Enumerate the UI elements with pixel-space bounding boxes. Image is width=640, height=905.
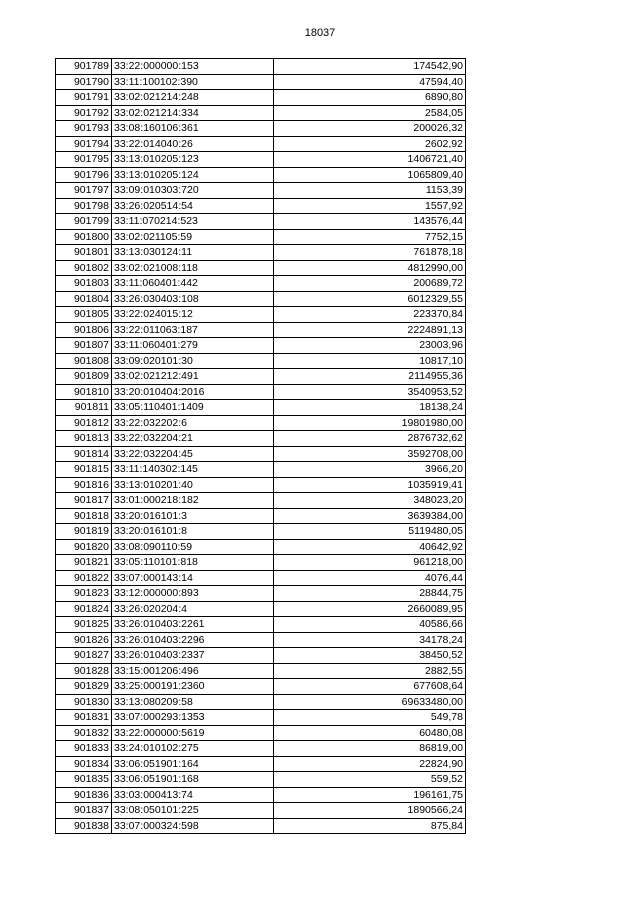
cadastral-number-cell: 33:11:070214:523 <box>112 214 274 230</box>
row-id-cell: 901815 <box>56 462 112 478</box>
cadastral-number-cell: 33:02:021214:334 <box>112 105 274 121</box>
table-row <box>56 725 466 741</box>
row-id-cell: 901820 <box>56 539 112 555</box>
value-cell: 196161,75 <box>274 787 466 803</box>
value-cell: 19801980,00 <box>274 415 466 431</box>
value-cell: 1557,92 <box>274 198 466 214</box>
row-id-cell: 901807 <box>56 338 112 354</box>
table-row <box>56 477 466 493</box>
row-id-cell: 901814 <box>56 446 112 462</box>
table-row <box>56 105 466 121</box>
cadastral-number-cell: 33:20:016101:3 <box>112 508 274 524</box>
table-row <box>56 415 466 431</box>
row-id-cell: 901791 <box>56 90 112 106</box>
row-id-cell: 901836 <box>56 787 112 803</box>
row-id-cell: 901831 <box>56 710 112 726</box>
value-cell: 40586,66 <box>274 617 466 633</box>
cadastral-number-cell: 33:25:000191:2360 <box>112 679 274 695</box>
table-row <box>56 617 466 633</box>
value-cell: 6890,80 <box>274 90 466 106</box>
value-cell: 4076,44 <box>274 570 466 586</box>
row-id-cell: 901835 <box>56 772 112 788</box>
cadastral-number-cell: 33:13:080209:58 <box>112 694 274 710</box>
row-id-cell: 901819 <box>56 524 112 540</box>
value-cell: 677608,64 <box>274 679 466 695</box>
table-row <box>56 508 466 524</box>
value-cell: 5119480,05 <box>274 524 466 540</box>
value-cell: 200026,32 <box>274 121 466 137</box>
table-row <box>56 338 466 354</box>
table-row <box>56 369 466 385</box>
row-id-cell: 901796 <box>56 167 112 183</box>
value-cell: 18138,24 <box>274 400 466 416</box>
cadastral-number-cell: 33:11:060401:279 <box>112 338 274 354</box>
cadastral-number-cell: 33:22:032204:45 <box>112 446 274 462</box>
cadastral-number-cell: 33:03:000413:74 <box>112 787 274 803</box>
value-cell: 10817,10 <box>274 353 466 369</box>
table-row <box>56 59 466 75</box>
table-row <box>56 353 466 369</box>
table-body <box>56 59 466 834</box>
cadastral-number-cell: 33:22:014040:26 <box>112 136 274 152</box>
table-row <box>56 121 466 137</box>
row-id-cell: 901824 <box>56 601 112 617</box>
cadastral-number-cell: 33:24:010102:275 <box>112 741 274 757</box>
cadastral-number-cell: 33:08:050101:225 <box>112 803 274 819</box>
table-row <box>56 291 466 307</box>
row-id-cell: 901802 <box>56 260 112 276</box>
value-cell: 34178,24 <box>274 632 466 648</box>
table-row <box>56 462 466 478</box>
cadastral-number-cell: 33:11:140302:145 <box>112 462 274 478</box>
row-id-cell: 901821 <box>56 555 112 571</box>
value-cell: 200689,72 <box>274 276 466 292</box>
cadastral-number-cell: 33:22:000000:153 <box>112 59 274 75</box>
value-cell: 761878,18 <box>274 245 466 261</box>
row-id-cell: 901800 <box>56 229 112 245</box>
cadastral-number-cell: 33:20:016101:8 <box>112 524 274 540</box>
row-id-cell: 901812 <box>56 415 112 431</box>
value-cell: 348023,20 <box>274 493 466 509</box>
row-id-cell: 901795 <box>56 152 112 168</box>
table-row <box>56 663 466 679</box>
cadastral-number-cell: 33:12:000000:893 <box>112 586 274 602</box>
value-cell: 1406721,40 <box>274 152 466 168</box>
value-cell: 3540953,52 <box>274 384 466 400</box>
row-id-cell: 901834 <box>56 756 112 772</box>
cadastral-number-cell: 33:09:010303:720 <box>112 183 274 199</box>
cadastral-number-cell: 33:26:020514:54 <box>112 198 274 214</box>
row-id-cell: 901818 <box>56 508 112 524</box>
value-cell: 2876732,62 <box>274 431 466 447</box>
cadastral-number-cell: 33:26:010403:2261 <box>112 617 274 633</box>
row-id-cell: 901827 <box>56 648 112 664</box>
value-cell: 28844,75 <box>274 586 466 602</box>
cadastral-number-cell: 33:07:000143:14 <box>112 570 274 586</box>
row-id-cell: 901790 <box>56 74 112 90</box>
cadastral-number-cell: 33:02:021008:118 <box>112 260 274 276</box>
row-id-cell: 901810 <box>56 384 112 400</box>
row-id-cell: 901832 <box>56 725 112 741</box>
row-id-cell: 901801 <box>56 245 112 261</box>
row-id-cell: 901829 <box>56 679 112 695</box>
row-id-cell: 901798 <box>56 198 112 214</box>
value-cell: 3966,20 <box>274 462 466 478</box>
row-id-cell: 901792 <box>56 105 112 121</box>
table-row <box>56 136 466 152</box>
cadastral-number-cell: 33:02:021105:59 <box>112 229 274 245</box>
value-cell: 60480,08 <box>274 725 466 741</box>
row-id-cell: 901794 <box>56 136 112 152</box>
cadastral-number-cell: 33:05:110101:818 <box>112 555 274 571</box>
cadastral-number-cell: 33:26:010403:2296 <box>112 632 274 648</box>
table-row <box>56 322 466 338</box>
row-id-cell: 901809 <box>56 369 112 385</box>
value-cell: 2224891,13 <box>274 322 466 338</box>
table-row <box>56 555 466 571</box>
value-cell: 2114955,36 <box>274 369 466 385</box>
table-row <box>56 756 466 772</box>
cadastral-number-cell: 33:15:001206:496 <box>112 663 274 679</box>
cadastral-number-cell: 33:13:030124:11 <box>112 245 274 261</box>
table-row <box>56 214 466 230</box>
value-cell: 1153,39 <box>274 183 466 199</box>
cadastral-number-cell: 33:06:051901:164 <box>112 756 274 772</box>
cadastral-number-cell: 33:11:060401:442 <box>112 276 274 292</box>
row-id-cell: 901799 <box>56 214 112 230</box>
value-cell: 2660089,95 <box>274 601 466 617</box>
table-row <box>56 152 466 168</box>
table-row <box>56 632 466 648</box>
value-cell: 2882,55 <box>274 663 466 679</box>
value-cell: 2584,05 <box>274 105 466 121</box>
value-cell: 1035919,41 <box>274 477 466 493</box>
value-cell: 23003,96 <box>274 338 466 354</box>
cadastral-number-cell: 33:09:020101:30 <box>112 353 274 369</box>
table-row <box>56 493 466 509</box>
table-row <box>56 772 466 788</box>
value-cell: 7752,15 <box>274 229 466 245</box>
value-cell: 4812990,00 <box>274 260 466 276</box>
row-id-cell: 901828 <box>56 663 112 679</box>
table-row <box>56 90 466 106</box>
table-row <box>56 524 466 540</box>
row-id-cell: 901838 <box>56 818 112 834</box>
value-cell: 38450,52 <box>274 648 466 664</box>
cadastral-number-cell: 33:22:032204:21 <box>112 431 274 447</box>
table-row <box>56 679 466 695</box>
cadastral-number-cell: 33:13:010205:123 <box>112 152 274 168</box>
row-id-cell: 901805 <box>56 307 112 323</box>
table-row <box>56 446 466 462</box>
row-id-cell: 901804 <box>56 291 112 307</box>
value-cell: 2602,92 <box>274 136 466 152</box>
value-cell: 40642,92 <box>274 539 466 555</box>
cadastral-number-cell: 33:07:000324:598 <box>112 818 274 834</box>
cadastral-number-cell: 33:13:010205:124 <box>112 167 274 183</box>
table-row <box>56 307 466 323</box>
row-id-cell: 901837 <box>56 803 112 819</box>
cadastral-number-cell: 33:01:000218:182 <box>112 493 274 509</box>
value-cell: 174542,90 <box>274 59 466 75</box>
value-cell: 47594,40 <box>274 74 466 90</box>
cadastral-number-cell: 33:22:000000:5619 <box>112 725 274 741</box>
table-row <box>56 586 466 602</box>
value-cell: 86819,00 <box>274 741 466 757</box>
row-id-cell: 901822 <box>56 570 112 586</box>
cadastral-number-cell: 33:08:160106:361 <box>112 121 274 137</box>
table-row <box>56 601 466 617</box>
cadastral-number-cell: 33:02:021214:248 <box>112 90 274 106</box>
table-row <box>56 260 466 276</box>
row-id-cell: 901823 <box>56 586 112 602</box>
page-number: 18037 <box>304 27 336 39</box>
value-cell: 223370,84 <box>274 307 466 323</box>
cadastral-number-cell: 33:26:030403:108 <box>112 291 274 307</box>
row-id-cell: 901797 <box>56 183 112 199</box>
cadastral-value-table <box>55 58 466 834</box>
table-row <box>56 648 466 664</box>
value-cell: 1890566,24 <box>274 803 466 819</box>
row-id-cell: 901817 <box>56 493 112 509</box>
table-row <box>56 245 466 261</box>
table-row <box>56 167 466 183</box>
cadastral-number-cell: 33:22:032202:6 <box>112 415 274 431</box>
table-row <box>56 539 466 555</box>
cadastral-number-cell: 33:22:024015:12 <box>112 307 274 323</box>
value-cell: 143576,44 <box>274 214 466 230</box>
table-row <box>56 183 466 199</box>
row-id-cell: 901808 <box>56 353 112 369</box>
table-row <box>56 198 466 214</box>
value-cell: 559,52 <box>274 772 466 788</box>
cadastral-number-cell: 33:26:010403:2337 <box>112 648 274 664</box>
table-row <box>56 710 466 726</box>
row-id-cell: 901830 <box>56 694 112 710</box>
table-row <box>56 431 466 447</box>
cadastral-number-cell: 33:11:100102:390 <box>112 74 274 90</box>
table-row <box>56 276 466 292</box>
cadastral-number-cell: 33:05:110401:1409 <box>112 400 274 416</box>
row-id-cell: 901793 <box>56 121 112 137</box>
value-cell: 1065809,40 <box>274 167 466 183</box>
cadastral-number-cell: 33:06:051901:168 <box>112 772 274 788</box>
table-row <box>56 384 466 400</box>
table-row <box>56 74 466 90</box>
row-id-cell: 901813 <box>56 431 112 447</box>
table-row <box>56 818 466 834</box>
row-id-cell: 901816 <box>56 477 112 493</box>
row-id-cell: 901789 <box>56 59 112 75</box>
value-cell: 3639384,00 <box>274 508 466 524</box>
value-cell: 3592708,00 <box>274 446 466 462</box>
table-row <box>56 803 466 819</box>
row-id-cell: 901803 <box>56 276 112 292</box>
row-id-cell: 901811 <box>56 400 112 416</box>
row-id-cell: 901825 <box>56 617 112 633</box>
value-cell: 549,78 <box>274 710 466 726</box>
table-row <box>56 694 466 710</box>
cadastral-number-cell: 33:20:010404:2016 <box>112 384 274 400</box>
value-cell: 22824,90 <box>274 756 466 772</box>
table-row <box>56 787 466 803</box>
value-cell: 69633480,00 <box>274 694 466 710</box>
row-id-cell: 901806 <box>56 322 112 338</box>
table-row <box>56 570 466 586</box>
row-id-cell: 901826 <box>56 632 112 648</box>
value-cell: 961218,00 <box>274 555 466 571</box>
table-row <box>56 400 466 416</box>
value-cell: 875,84 <box>274 818 466 834</box>
cadastral-number-cell: 33:22:011063:187 <box>112 322 274 338</box>
cadastral-number-cell: 33:08:090110:59 <box>112 539 274 555</box>
table-row <box>56 229 466 245</box>
cadastral-number-cell: 33:07:000293:1353 <box>112 710 274 726</box>
cadastral-number-cell: 33:02:021212:491 <box>112 369 274 385</box>
cadastral-number-cell: 33:26:020204:4 <box>112 601 274 617</box>
table-row <box>56 741 466 757</box>
cadastral-number-cell: 33:13:010201:40 <box>112 477 274 493</box>
value-cell: 6012329,55 <box>274 291 466 307</box>
row-id-cell: 901833 <box>56 741 112 757</box>
